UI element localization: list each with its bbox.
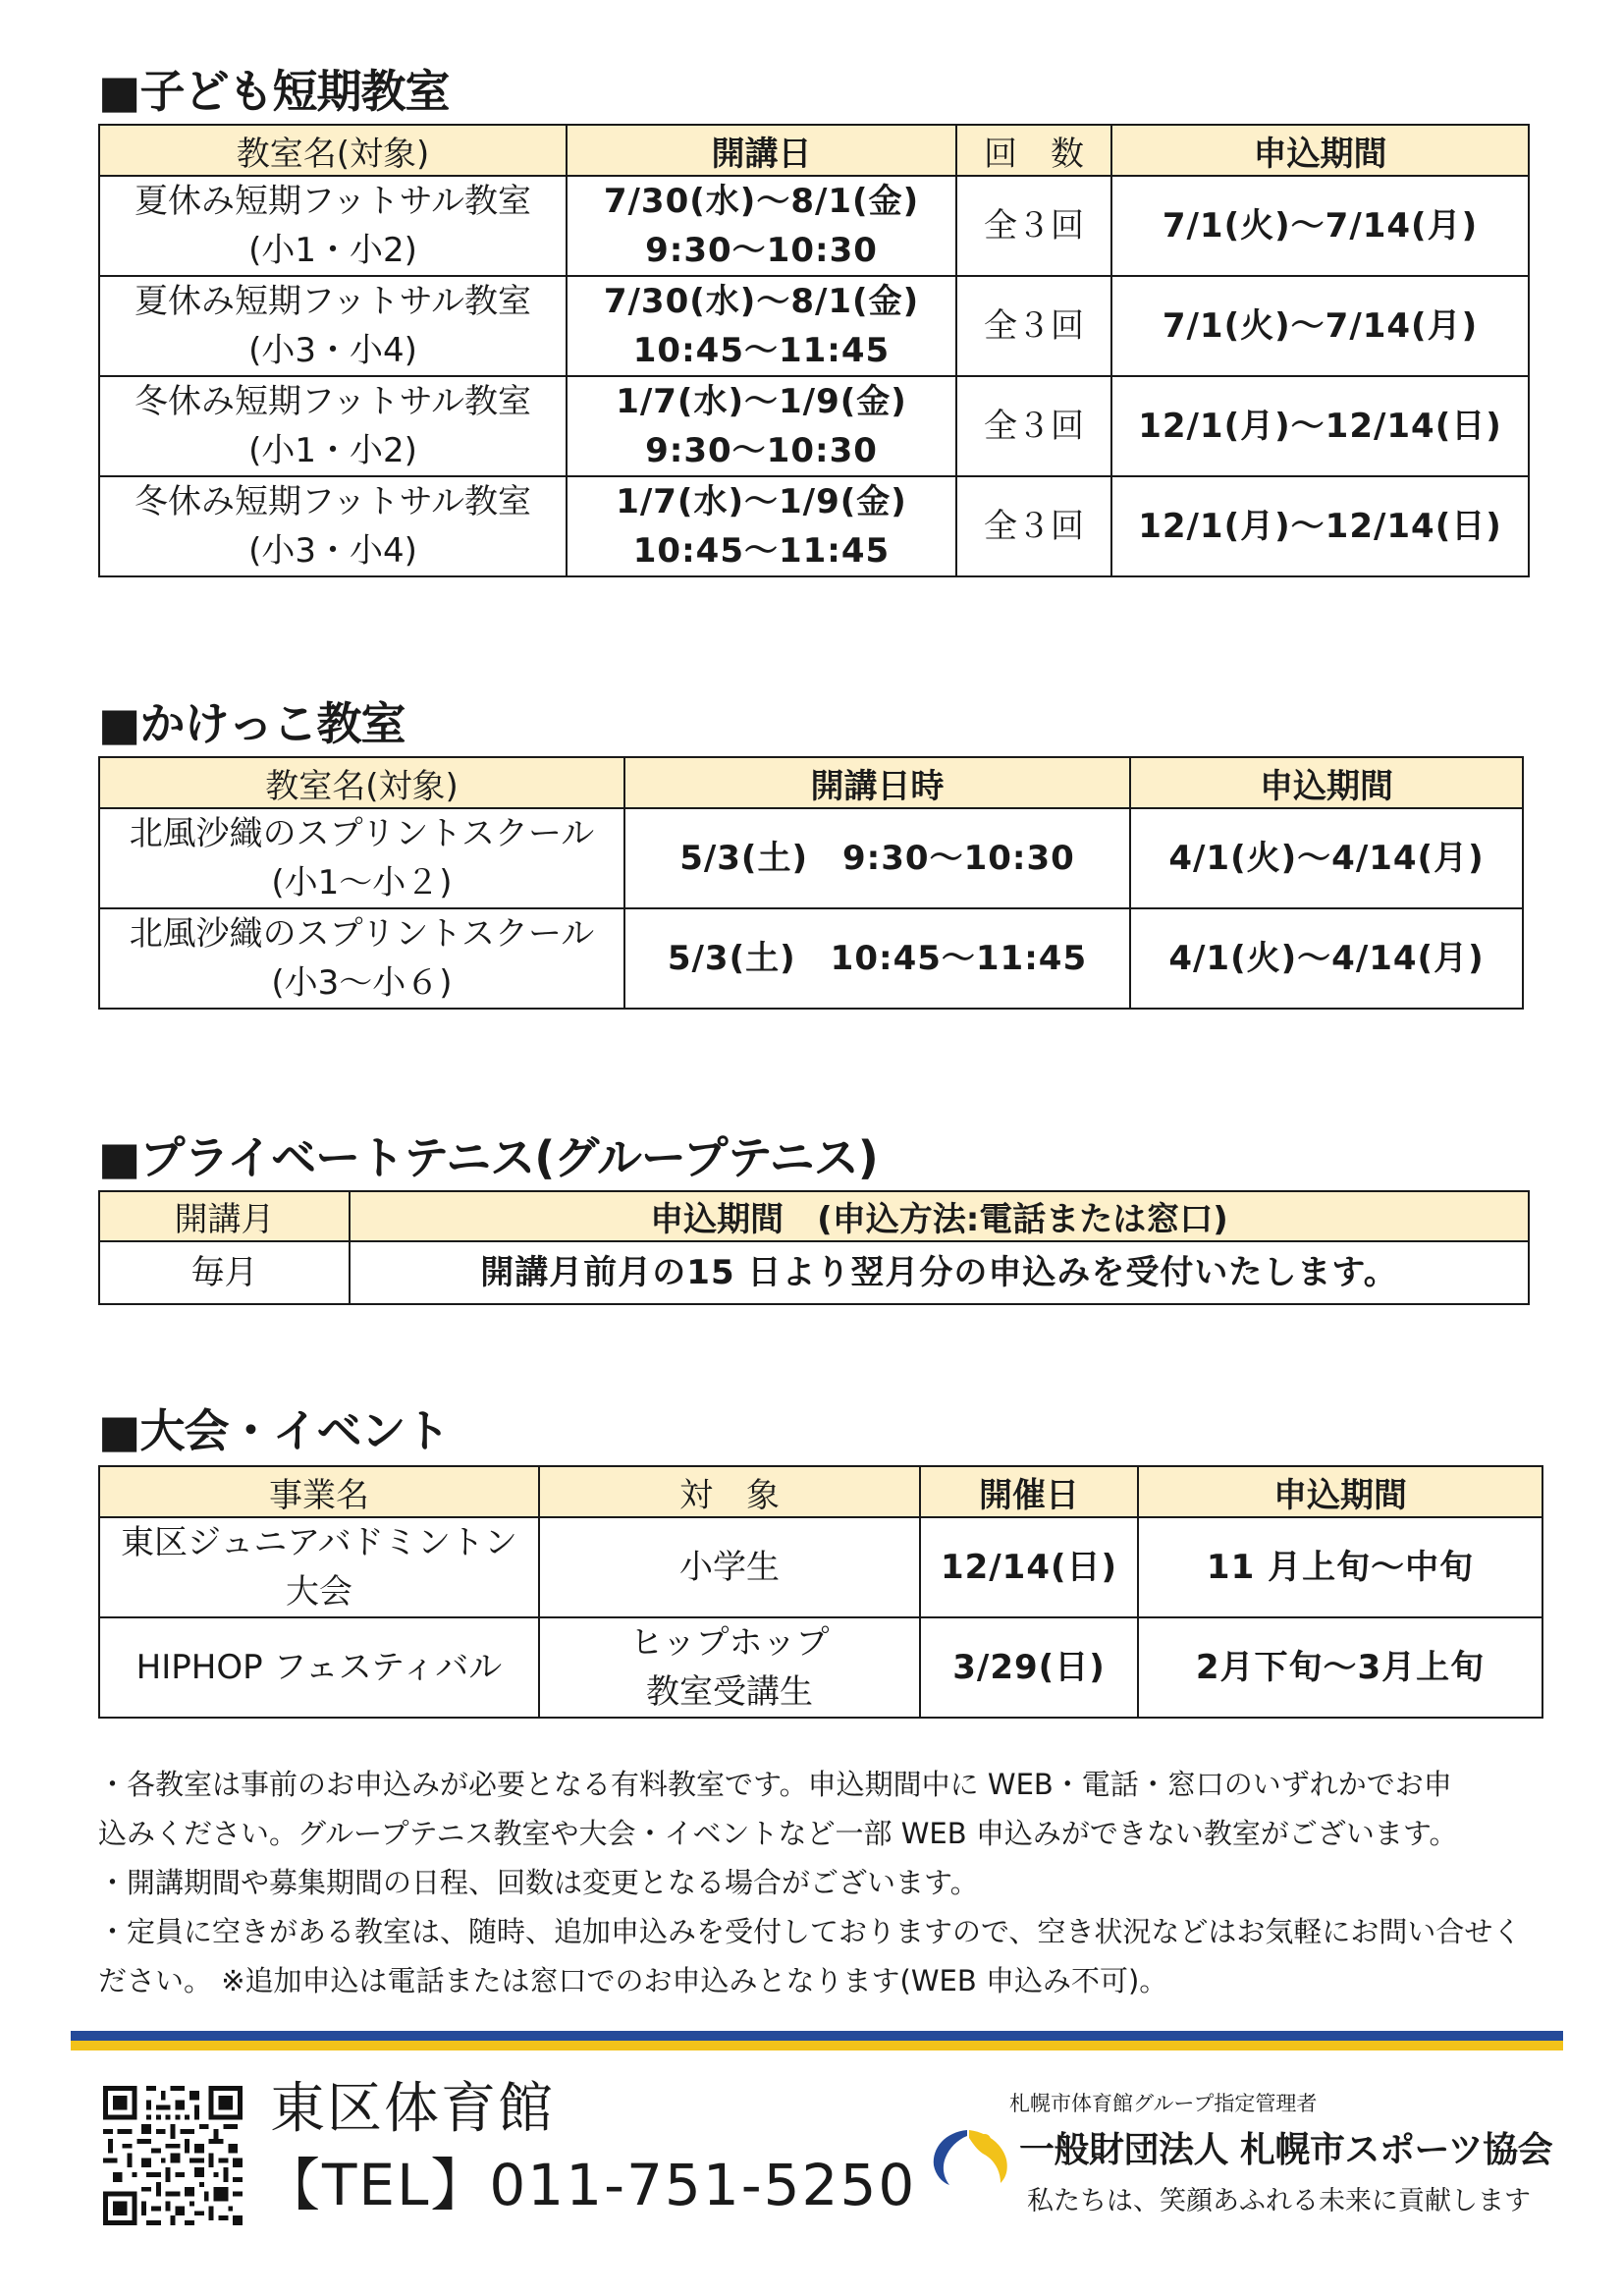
column-header: 教室名(対象) bbox=[99, 125, 567, 176]
class-dates: 1/7(水)～1/9(金) bbox=[616, 382, 907, 421]
running-table bbox=[98, 756, 1524, 1010]
column-header: 開講日時 bbox=[624, 757, 1130, 808]
class-time: 9:30～10:30 bbox=[645, 431, 878, 470]
lesson-month: 毎月 bbox=[99, 1241, 350, 1304]
column-header: 開講月 bbox=[99, 1191, 350, 1241]
class-count: 全３回 bbox=[956, 476, 1111, 576]
venue-name: 東区体育館 bbox=[270, 2077, 555, 2141]
class-name: 北風沙織のスプリントスクール bbox=[129, 814, 595, 853]
class-time: 10:45～11:45 bbox=[632, 331, 891, 370]
table-header-row bbox=[99, 125, 1529, 176]
class-name: 夏休み短期フットサル教室 bbox=[135, 182, 531, 221]
column-header: 回 数 bbox=[956, 125, 1111, 176]
venue-tel[interactable]: 【TEL】011-751-5250 bbox=[263, 2152, 917, 2218]
class-count: 全３回 bbox=[956, 276, 1111, 376]
class-dates: 7/30(水)～8/1(金) bbox=[603, 282, 920, 321]
notes-list bbox=[98, 1760, 1537, 2005]
class-count: 全３回 bbox=[956, 376, 1111, 476]
table-row bbox=[99, 276, 1529, 376]
tennis-table bbox=[98, 1190, 1530, 1305]
class-name: 冬休み短期フットサル教室 bbox=[135, 482, 531, 521]
event-target-cont: 教室受講生 bbox=[646, 1672, 813, 1712]
application-period: 12/1(月)～12/14(日) bbox=[1111, 476, 1529, 576]
column-header: 事業名 bbox=[99, 1466, 539, 1517]
column-header: 申込期間 (申込方法:電話または窓口) bbox=[350, 1191, 1529, 1241]
section-title-running: ■かけっこ教室 bbox=[98, 697, 406, 750]
column-header: 開講日 bbox=[567, 125, 956, 176]
class-target: (小3～小６) bbox=[271, 963, 453, 1003]
footer-divider-yellow bbox=[71, 2041, 1563, 2050]
table-header-row bbox=[99, 1191, 1529, 1241]
table-row bbox=[99, 176, 1529, 276]
class-target: (小1・小2) bbox=[248, 431, 417, 470]
events-table bbox=[98, 1465, 1543, 1719]
application-period: 2月下旬～3月上旬 bbox=[1138, 1617, 1542, 1718]
class-name: 夏休み短期フットサル教室 bbox=[135, 282, 531, 321]
section-title-events: ■大会・イベント bbox=[98, 1404, 450, 1457]
class-target: (小3・小4) bbox=[248, 331, 417, 370]
note-line: ・定員に空きがある教室は、随時、追加申込みを受付しておりますので、空き状況などはお気軽にお問い合せく bbox=[98, 1915, 1522, 1948]
table-row bbox=[99, 1617, 1542, 1718]
event-name-cont: 大会 bbox=[286, 1572, 352, 1612]
column-header: 開催日 bbox=[920, 1466, 1138, 1517]
class-count: 全３回 bbox=[956, 176, 1111, 276]
application-period: 開講月前月の15 日より翌月分の申込みを受付いたします。 bbox=[350, 1241, 1529, 1304]
class-target: (小1・小2) bbox=[248, 231, 417, 270]
column-header: 教室名(対象) bbox=[99, 757, 624, 808]
note-line: ださい。 ※追加申込は電話または窓口でのお申込みとなります(WEB 申込み不可)。 bbox=[98, 1964, 1168, 1997]
note-line: 込みください。グループテニス教室や大会・イベントなど一部 WEB 申込みができない教室がございます。 bbox=[98, 1817, 1458, 1850]
event-name: 東区ジュニアバドミントン bbox=[121, 1523, 517, 1562]
association-logo-icon bbox=[928, 2126, 1010, 2187]
table-row bbox=[99, 1241, 1529, 1304]
kids-short-table bbox=[98, 124, 1530, 577]
class-target: (小3・小4) bbox=[248, 531, 417, 571]
class-dates: 1/7(水)～1/9(金) bbox=[616, 482, 907, 521]
column-header: 申込期間 bbox=[1138, 1466, 1542, 1517]
application-period: 4/1(火)～4/14(月) bbox=[1130, 808, 1523, 908]
application-period: 4/1(火)～4/14(月) bbox=[1130, 908, 1523, 1009]
table-row bbox=[99, 808, 1523, 908]
column-header: 申込期間 bbox=[1111, 125, 1529, 176]
table-row bbox=[99, 908, 1523, 1009]
table-header-row bbox=[99, 1466, 1542, 1517]
org-name: 一般財団法人 札幌市スポーツ協会 bbox=[1019, 2130, 1553, 2170]
event-target: ヒップホップ bbox=[629, 1623, 830, 1663]
class-name: 冬休み短期フットサル教室 bbox=[135, 382, 531, 421]
event-date: 3/29(日) bbox=[920, 1617, 1138, 1718]
table-row bbox=[99, 376, 1529, 476]
table-row bbox=[99, 476, 1529, 576]
application-period: 11 月上旬～中旬 bbox=[1138, 1517, 1542, 1617]
class-name: 北風沙織のスプリントスクール bbox=[129, 914, 595, 954]
event-target: 小学生 bbox=[539, 1517, 920, 1617]
note-line: ・開講期間や募集期間の日程、回数は変更となる場合がございます。 bbox=[98, 1866, 979, 1899]
column-header: 対 象 bbox=[539, 1466, 920, 1517]
event-name: HIPHOP フェスティバル bbox=[99, 1617, 539, 1718]
org-caption: 札幌市体育館グループ指定管理者 bbox=[1009, 2092, 1318, 2115]
event-date: 12/14(日) bbox=[920, 1517, 1138, 1617]
class-dates: 7/30(水)～8/1(金) bbox=[603, 182, 920, 221]
column-header: 申込期間 bbox=[1130, 757, 1523, 808]
class-target: (小1～小２) bbox=[271, 863, 453, 902]
class-datetime: 5/3(土) 10:45～11:45 bbox=[624, 908, 1130, 1009]
table-row bbox=[99, 1517, 1542, 1617]
note-line: ・各教室は事前のお申込みが必要となる有料教室です。申込期間中に WEB・電話・窓口のいずれかでお申 bbox=[98, 1768, 1452, 1801]
section-title-kids-short: ■子ども短期教室 bbox=[98, 65, 450, 118]
class-datetime: 5/3(土) 9:30～10:30 bbox=[624, 808, 1130, 908]
class-time: 10:45～11:45 bbox=[632, 531, 891, 571]
section-title-tennis: ■プライベートテニス(グループテニス) bbox=[98, 1131, 878, 1184]
application-period: 7/1(火)～7/14(月) bbox=[1111, 276, 1529, 376]
table-header-row bbox=[99, 757, 1523, 808]
class-time: 9:30～10:30 bbox=[645, 231, 878, 270]
org-slogan: 私たちは、笑顔あふれる未来に貢献します bbox=[1027, 2186, 1531, 2216]
application-period: 12/1(月)～12/14(日) bbox=[1111, 376, 1529, 476]
qr-code-icon[interactable] bbox=[103, 2086, 243, 2225]
application-period: 7/1(火)～7/14(月) bbox=[1111, 176, 1529, 276]
footer-divider-blue bbox=[71, 2031, 1563, 2041]
